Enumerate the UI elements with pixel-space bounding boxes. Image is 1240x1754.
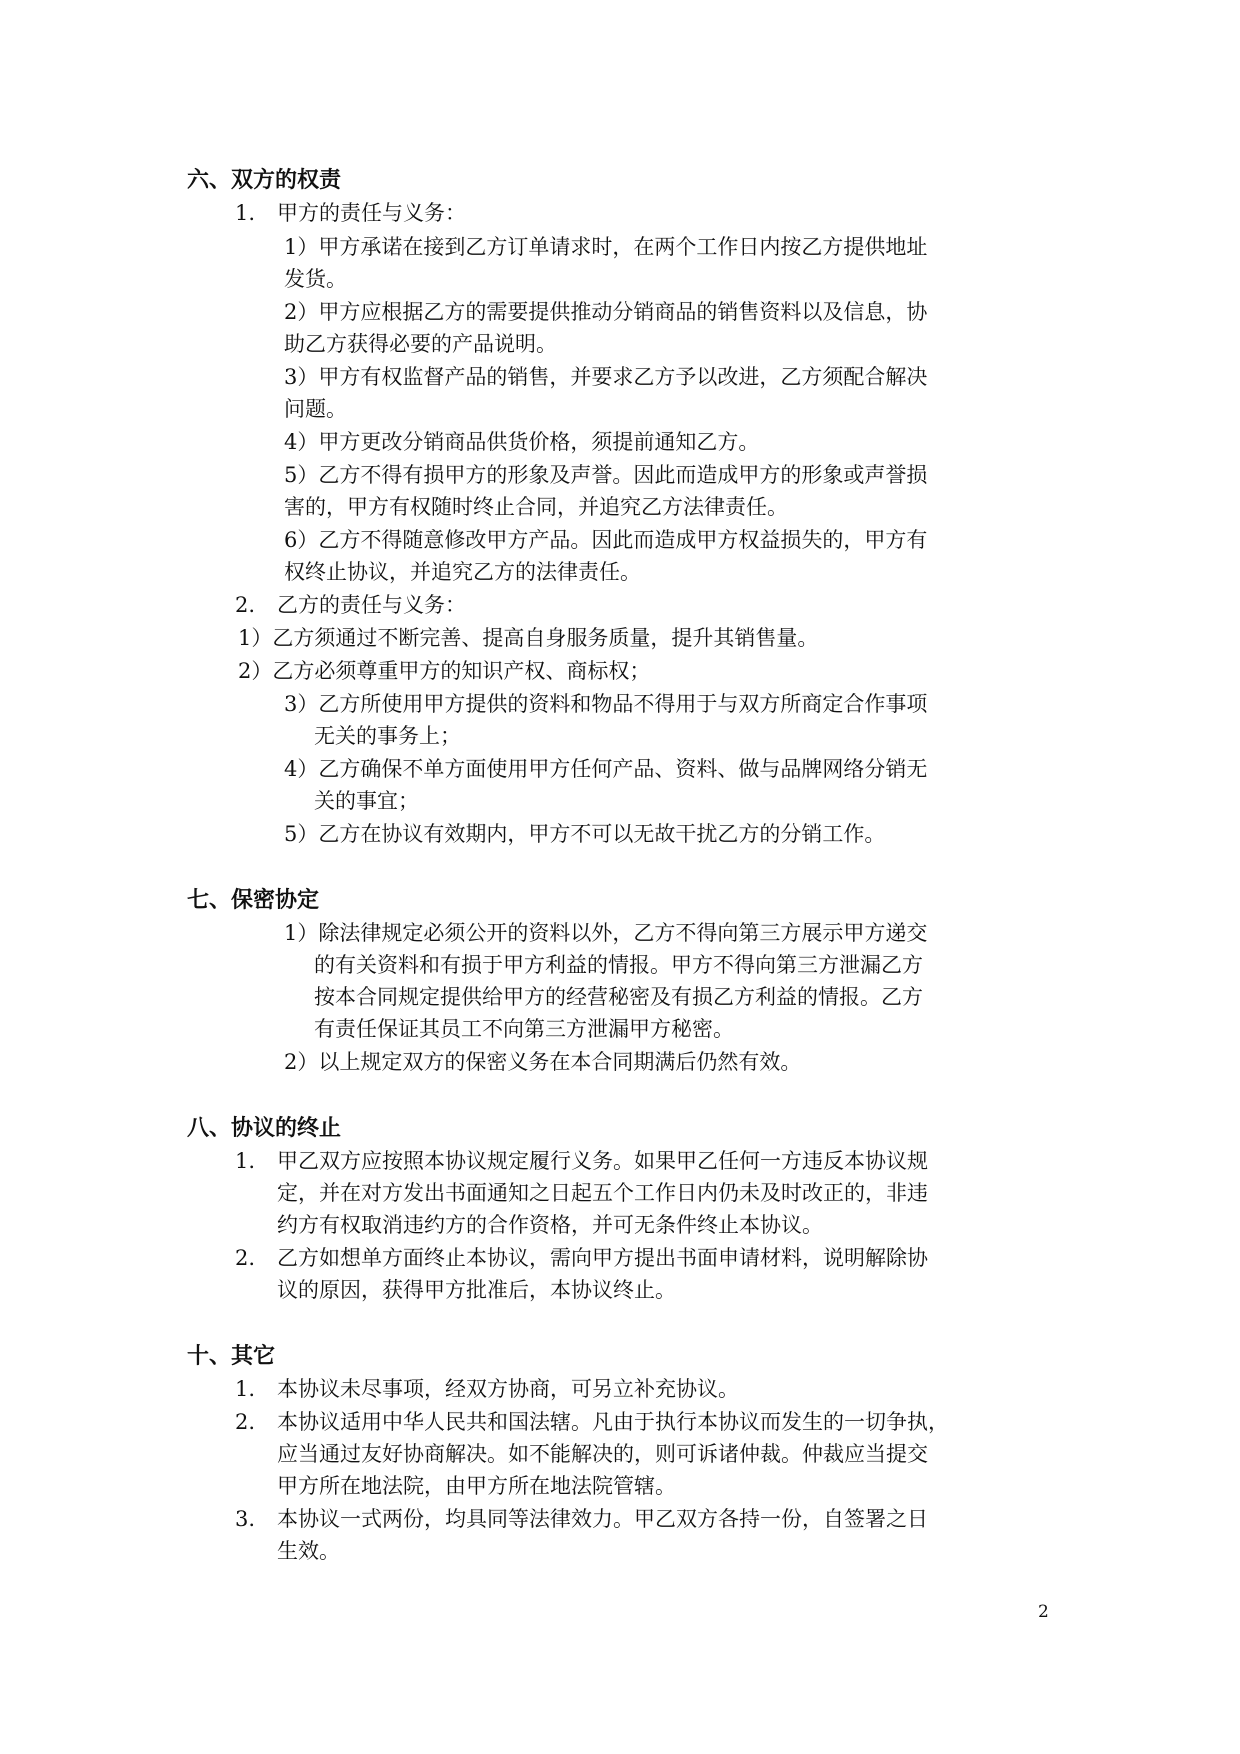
clause-line: 甲方所在地法院，由甲方所在地法院管辖。 xyxy=(277,1474,676,1498)
clause-line: 问题。 xyxy=(284,397,347,421)
list-item-number: 2. xyxy=(235,1410,256,1434)
clause-line: 议的原因，获得甲方批准后，本协议终止。 xyxy=(277,1278,676,1302)
clause-line: 有责任保证其员工不向第三方泄漏甲方秘密。 xyxy=(314,1017,734,1041)
clause-line: 关的事宜； xyxy=(314,789,419,813)
list-item-number: 1. xyxy=(235,1149,256,1173)
list-item-number: 1. xyxy=(235,1377,256,1401)
list-item-number: 2. xyxy=(235,1246,256,1270)
clause-line: 2）以上规定双方的保密义务在本合同期满后仍然有效。 xyxy=(284,1050,802,1074)
clause-line: 应当通过友好协商解决。如不能解决的，则可诉诸仲裁。仲裁应当提交 xyxy=(277,1442,928,1466)
page-number: 2 xyxy=(1038,1602,1049,1622)
section-heading-6: 六、双方的权责 xyxy=(187,167,342,193)
clause-line: 2）甲方应根据乙方的需要提供推动分销商品的销售资料以及信息，协 xyxy=(284,300,928,324)
clause-line: 2）乙方必须尊重甲方的知识产权、商标权； xyxy=(238,659,651,683)
section-heading-10: 十、其它 xyxy=(187,1343,276,1369)
clause-line: 乙方如想单方面终止本协议，需向甲方提出书面申请材料，说明解除协 xyxy=(277,1246,928,1270)
clause-line: 定，并在对方发出书面通知之日起五个工作日内仍未及时改正的，非违 xyxy=(277,1181,928,1205)
list-item-text: 乙方的责任与义务： xyxy=(277,593,466,617)
clause-line: 本协议未尽事项，经双方协商，可另立补充协议。 xyxy=(277,1377,739,1401)
list-item-number: 1. xyxy=(235,201,256,225)
section-heading-7: 七、保密协定 xyxy=(187,887,320,913)
clause-line: 助乙方获得必要的产品说明。 xyxy=(284,332,557,356)
clause-line: 按本合同规定提供给甲方的经营秘密及有损乙方利益的情报。乙方 xyxy=(314,985,923,1009)
clause-line: 5）乙方不得有损甲方的形象及声誉。因此而造成甲方的形象或声誉损 xyxy=(284,463,928,487)
list-item-text: 甲方的责任与义务： xyxy=(277,201,466,225)
clause-line: 4）甲方更改分销商品供货价格，须提前通知乙方。 xyxy=(284,430,760,454)
clause-line: 生效。 xyxy=(277,1539,340,1563)
clause-line: 约方有权取消违约方的合作资格，并可无条件终止本协议。 xyxy=(277,1213,823,1237)
list-item-number: 2. xyxy=(235,593,256,617)
clause-line: 6）乙方不得随意修改甲方产品。因此而造成甲方权益损失的，甲方有 xyxy=(284,528,928,552)
clause-line: 5）乙方在协议有效期内，甲方不可以无故干扰乙方的分销工作。 xyxy=(284,822,886,846)
clause-line: 权终止协议，并追究乙方的法律责任。 xyxy=(284,560,641,584)
clause-line: 的有关资料和有损于甲方利益的情报。甲方不得向第三方泄漏乙方 xyxy=(314,953,923,977)
clause-line: 1）除法律规定必须公开的资料以外，乙方不得向第三方展示甲方递交 xyxy=(284,921,928,945)
clause-line: 害的，甲方有权随时终止合同，并追究乙方法律责任。 xyxy=(284,495,788,519)
clause-line: 4）乙方确保不单方面使用甲方任何产品、资料、做与品牌网络分销无 xyxy=(284,757,928,781)
section-heading-8: 八、协议的终止 xyxy=(187,1115,342,1141)
clause-line: 发货。 xyxy=(284,267,347,291)
clause-line: 1）甲方承诺在接到乙方订单请求时，在两个工作日内按乙方提供地址 xyxy=(284,235,928,259)
clause-line: 本协议一式两份，均具同等法律效力。甲乙双方各持一份，自签署之日 xyxy=(277,1507,928,1531)
clause-line: 本协议适用中华人民共和国法辖。凡由于执行本协议而发生的一切争执， xyxy=(277,1410,949,1434)
clause-line: 3）甲方有权监督产品的销售，并要求乙方予以改进，乙方须配合解决 xyxy=(284,365,928,389)
clause-line: 3）乙方所使用甲方提供的资料和物品不得用于与双方所商定合作事项 xyxy=(284,692,928,716)
clause-line: 甲乙双方应按照本协议规定履行义务。如果甲乙任何一方违反本协议规 xyxy=(277,1149,928,1173)
list-item-number: 3. xyxy=(235,1507,256,1531)
clause-line: 无关的事务上； xyxy=(314,724,461,748)
clause-line: 1）乙方须通过不断完善、提高自身服务质量，提升其销售量。 xyxy=(238,626,819,650)
